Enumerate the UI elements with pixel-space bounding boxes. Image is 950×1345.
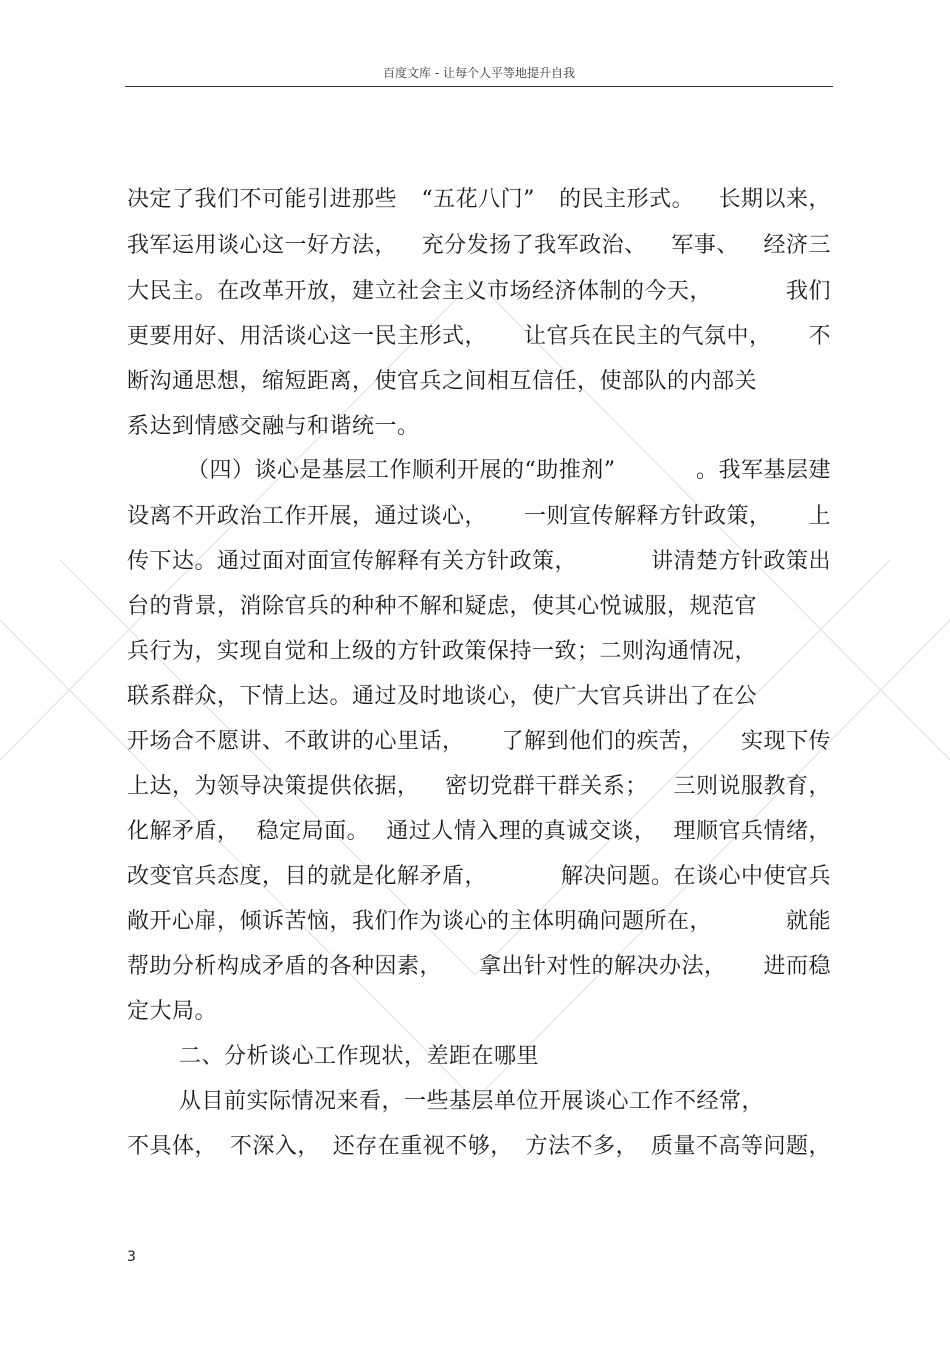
text-segment: 定大局。: [127, 999, 218, 1024]
text-segment: 实现下传: [740, 729, 831, 754]
text-segment: 帮助分析构成矛盾的各种因素，: [127, 954, 443, 979]
text-line: [127, 592, 757, 622]
text-segment: 方法不多，: [525, 1134, 639, 1159]
text-line: [127, 772, 831, 802]
text-segment: 台的背景，消除官兵的种种不解和疑虑，使其心悦诚服，规范官: [127, 594, 758, 619]
text-line: [127, 952, 831, 982]
text-segment: 改变官兵态度，目的就是化解矛盾，: [127, 864, 488, 889]
text-segment: 系达到情感交融与和谐统一。: [127, 414, 420, 439]
text-line: [127, 862, 831, 892]
text-line: [127, 907, 831, 937]
text-segment: 大民主。在改革开放，建立社会主义市场经济体制的今天，: [127, 279, 713, 304]
page-number: 3: [127, 1249, 136, 1265]
text-segment: 兵行为，实现自觉和上级的方针政策保持一致；二则沟通情况，: [127, 639, 758, 664]
text-line: [127, 412, 420, 442]
text-segment: 。我军基层建: [695, 458, 831, 483]
text-segment: 决定了我们不可能引进那些: [127, 187, 398, 212]
text-segment: 一则宣传解释方针政策，: [523, 504, 772, 529]
text-segment: 通过人情入理的真诚交谈，: [386, 819, 657, 844]
text-line: [127, 637, 757, 667]
text-segment: 理顺官兵情绪，: [673, 819, 831, 844]
text-line: [179, 1042, 539, 1072]
text-segment: 不: [808, 324, 831, 349]
text-segment: 长期以来，: [718, 187, 831, 212]
text-segment: 更要用好、用活谈心这一民主形式，: [127, 324, 488, 349]
text-line: [179, 1087, 764, 1117]
text-segment: 稳定局面。: [256, 819, 370, 844]
text-segment: 从目前实际情况来看，一些基层单位开展谈心工作不经常，: [179, 1089, 765, 1114]
page-header: 百度文库 - 让每个人平等地提升自我: [383, 66, 575, 80]
text-segment: “五花八门”: [421, 187, 535, 212]
text-segment: 解决问题。在谈心中使官兵: [560, 864, 831, 889]
text-segment: 开场合不愿讲、不敢讲的心里话，: [127, 729, 465, 754]
text-segment: 让官兵在民主的气氛中，: [523, 324, 772, 349]
text-segment: 断沟通思想，缩短距离，使官兵之间相互信任，使部队的内部关: [127, 369, 758, 394]
text-segment: 拿出针对性的解决办法，: [478, 954, 727, 979]
text-segment: 还存在重视不够，: [332, 1134, 513, 1159]
header-divider: [125, 86, 833, 87]
text-line: [127, 277, 831, 307]
text-segment: 三则说服教育，: [673, 774, 831, 799]
text-line: [127, 997, 217, 1027]
text-line: [187, 456, 831, 486]
text-line: [127, 1132, 831, 1162]
text-segment: 敞开心扉，倾诉苦恼，我们作为谈心的主体明确问题所在，: [127, 909, 713, 934]
text-line: [127, 547, 831, 577]
text-line: [127, 502, 831, 532]
text-segment: 化解矛盾，: [127, 819, 240, 844]
text-segment: 经济三: [763, 233, 831, 258]
text-segment: 充分发扬了我军政治、: [421, 233, 647, 258]
text-segment: 上: [808, 504, 831, 529]
text-segment: 军事、: [671, 233, 739, 258]
text-segment: 就能: [785, 909, 831, 934]
text-segment: 传下达。通过面对面宣传解释有关方针政策，: [127, 549, 578, 574]
text-segment: 密切党群干群关系；: [445, 774, 648, 799]
text-segment: 我军运用谈心这一好方法，: [127, 233, 398, 258]
text-segment: 不深入，: [229, 1134, 320, 1159]
text-segment: 二、分析谈心工作现状，差距在哪里: [179, 1044, 540, 1069]
text-segment: 上达，为领导决策提供依据，: [127, 774, 420, 799]
text-segment: 不具体，: [127, 1134, 218, 1159]
text-line: [127, 231, 831, 261]
text-segment: 我们: [785, 279, 831, 304]
text-line: [127, 682, 757, 712]
text-segment: 讲清楚方针政策出: [650, 549, 831, 574]
text-line: [127, 817, 831, 847]
text-segment: 设离不开政治工作开展，通过谈心，: [127, 504, 488, 529]
text-segment: 进而稳: [763, 954, 831, 979]
text-line: [127, 367, 757, 397]
text-line: [127, 727, 831, 757]
text-segment: 的民主形式。: [559, 187, 695, 212]
text-segment: 质量不高等问题，: [650, 1134, 831, 1159]
text-line: [127, 185, 831, 215]
text-segment: 联系群众，下情上达。通过及时地谈心，使广大官兵讲出了在公: [127, 684, 758, 709]
text-line: [127, 322, 831, 352]
text-segment: （四）谈心是基层工作顺利开展的“助推剂”: [187, 458, 616, 483]
text-segment: 了解到他们的疾苦，: [501, 729, 704, 754]
